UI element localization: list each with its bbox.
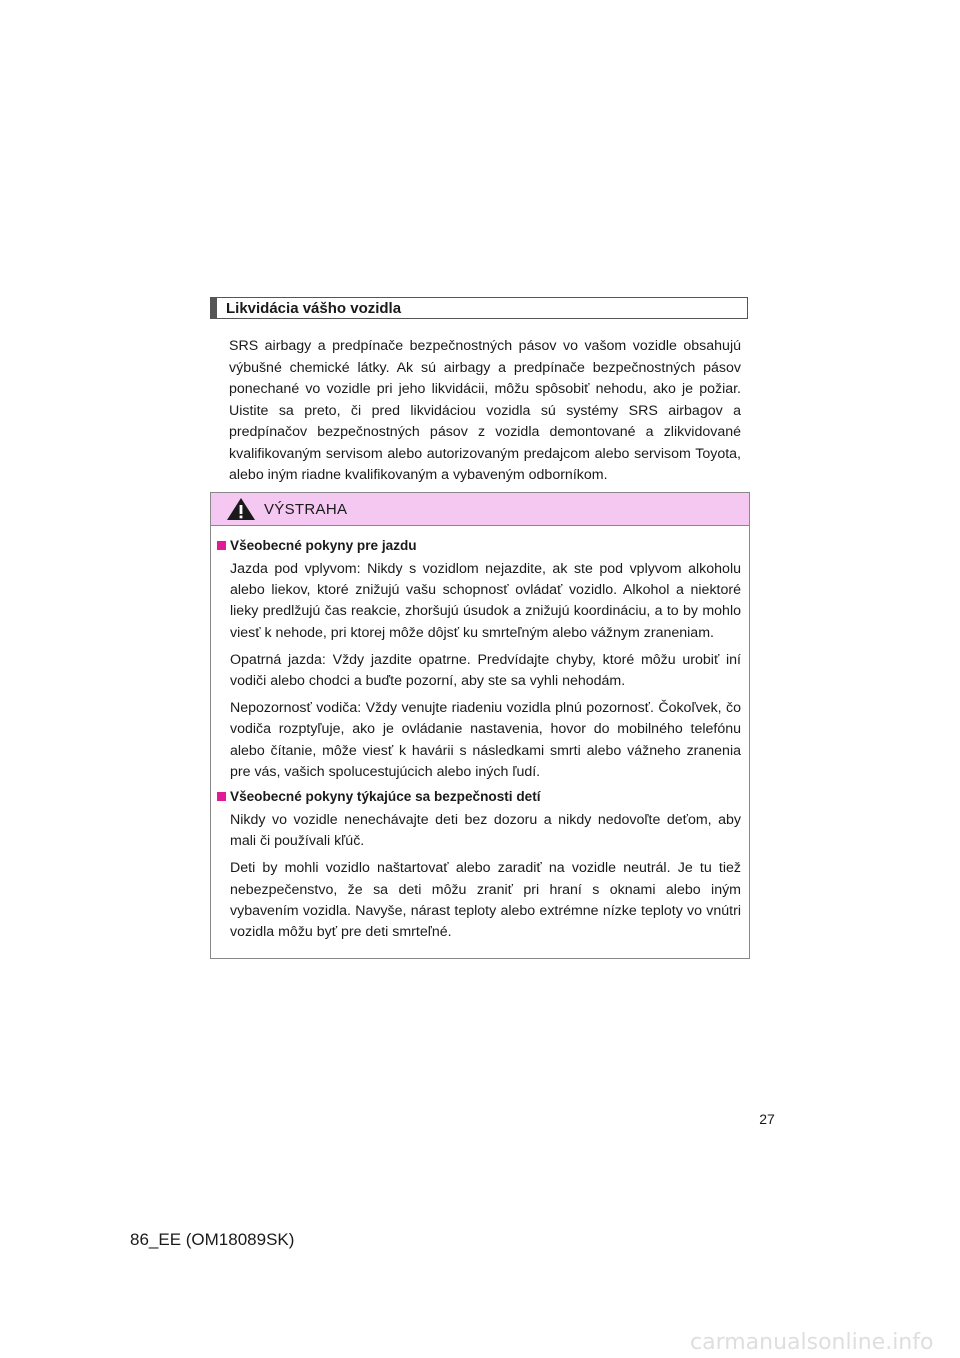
subheading-text: Všeobecné pokyny pre jazdu [230,538,417,553]
warning-subheading [217,789,741,804]
warning-header [211,493,749,526]
warning-body [211,526,749,943]
warning-paragraph: Jazda pod vplyvom: Nikdy s vozidlom nejazdite, ak ste pod vplyvom alkoholu alebo liekov, ktoré znižujú vašu schopnosť ovládať vozidlo. Alkohol a niektoré lieky predlžujú čas reakcie, zhoršujú úsudok a znižujú koordináciu, a to by mohlo viesť k nehode, pri ktorej môže dôjsť ku smrteľným alebo vážnym zraneniam. [230,561,741,641]
footer-code: 86_EE (OM18089SK) [130,1230,295,1249]
warning-title: VÝSTRAHA [264,500,348,518]
watermark: carmanualsonline.info [690,1330,934,1355]
pink-square-bullet-icon [217,541,226,550]
warning-paragraph: Deti by mohli vozidlo naštartovať alebo zaradiť na vozidle neutrál. Je tu tiež nebezpečenstvo, že sa deti môžu zraniť pri hraní s oknami alebo iným vybavením vozidla. Navyše, nárast teploty alebo extrémne nízke teploty vo vnútri vozidla môžu byť pre deti smrteľné. [230,860,741,941]
warning-box [210,492,750,959]
subheading-text: Všeobecné pokyny týkajúce sa bezpečnosti detí [230,789,541,805]
section-header [210,297,748,319]
warning-paragraph: Nikdy vo vozidle nenechávajte deti bez dozoru a nikdy nedovoľte deťom, aby mali či používali kľúč. [230,812,741,850]
warning-triangle-icon [226,497,256,521]
section-title: Likvidácia vášho vozidla [226,299,402,317]
page-number: 27 [759,1111,775,1127]
warning-paragraph: Nepozornosť vodiča: Vždy venujte riadeniu vozidla plnú pozornosť. Čokoľvek, čo vodiča rozptyľuje, ako je ovládanie nastavenia, hovor do mobilného telefónu alebo čítanie, môže viesť k havárii s následkami smrti alebo vážneho zranenia pre vás, vašich spolucestujúcich alebo iných ľudí. [230,700,741,780]
warning-paragraph: Opatrná jazda: Vždy jazdite opatrne. Predvídajte chyby, ktoré môžu urobiť iní vodiči alebo chodci a buďte pozorní, aby ste sa vyhli nehodám. [230,651,741,690]
section-header-bar [211,298,217,318]
warning-subheading [217,538,741,553]
pink-square-bullet-icon [217,792,226,801]
intro-paragraph: SRS airbagy a predpínače bezpečnostných pásov vo vašom vozidle obsahujú výbušné chemické látky. Ak sú airbagy a predpínače bezpečnostných pásov ponechané vo vozidle pri jeho likvidácii, môžu spôsobiť nehodu, ako je požiar. Uistite sa preto, či pred likvidáciou vozidla sú systémy SRS airbagov a predpínačov bezpečnostných pásov z vozidla demontované a zlikvidované kvalifikovaným servisom alebo autorizovaným predajcom alebo servisom Toyota, alebo iným riadne kvalifikovaným a vybaveným odborníkom. [229,338,741,483]
